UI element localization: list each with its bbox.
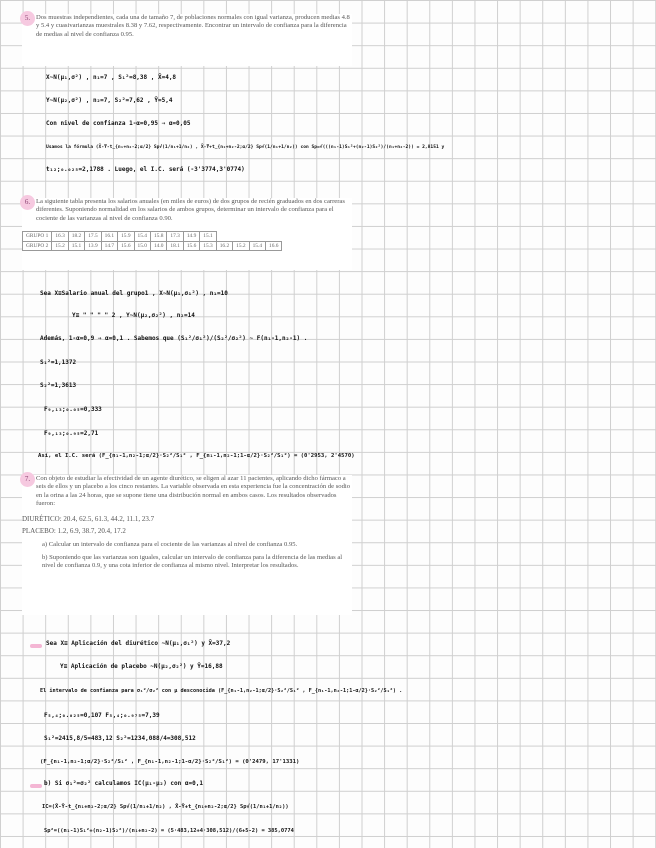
p5-line-3: Con nivel de confianza 1-α=0,95 ⇒ α=0,05 xyxy=(46,120,191,127)
problem-6-text: La siguiente tabla presenta los salarios anuales (en miles de euros) de dos grupos de recién graduados en dos carreras diferentes. Suponiendo normalidad en los salarios de ambos grupos, determinar un intervalo de confianza para el cociente de las varianzas al nivel de confianza 0.90. xyxy=(36,198,345,222)
problem-5-statement xyxy=(22,14,352,66)
table-cell: 14.7 xyxy=(101,241,117,250)
p6-line-3: Además, 1-α=0,9 ⇒ α=0,1 . Sabemos que (S₁²/σ₁²)/(S₂²/σ₂²) ~ F(n₁-1,n₂-1) . xyxy=(40,335,308,342)
problem-5-text: Dos muestras independientes, cada una de tamaño 7, de poblaciones normales con igual varianza, producen medias 4.8 y 5.4 y cuasivarianzas muestrales 8.38 y 7.62, respectivamente. Encontrar un intervalo de confianza para la diferencia de medias al nivel de confianza 0.95. xyxy=(36,14,350,38)
table-row xyxy=(23,232,282,241)
p7-line-6: (F_{n₁-1,n₂-1;α/2}·S₂²/S₁² , F_{n₁-1,n₂-1;1-α/2}·S₂²/S₁²) = (0'2479, 17'1331) xyxy=(40,759,300,765)
table-cell: 16.1 xyxy=(101,232,117,241)
highlight-mark xyxy=(30,644,42,648)
p7-line-4: F₅,₄;₀.₀₂₅=0,107 F₅,₄;₀.₉₇₅=7,39 xyxy=(44,712,160,719)
table-cell: 15.6 xyxy=(118,241,134,250)
table-cell: 17.5 xyxy=(85,232,101,241)
placebo-values: PLACEBO: 1.2, 6.9, 38.7, 20.4, 17.2 xyxy=(22,527,126,536)
table-cell: 15.2 xyxy=(52,241,68,250)
table-cell: 15.4 xyxy=(249,241,265,250)
p5-line-1: X~N(μ₁,σ²) , n₁=7 , S₁²=8,38 , X̄=4,8 xyxy=(46,74,177,81)
table-cell: 16.6 xyxy=(266,241,282,250)
table-cell: 15.2 xyxy=(233,241,249,250)
item-b: b) Suponiendo que las varianzas son iguales, calcular un intervalo de confianza para la diferencia de las medias al nivel de confianza 0.9, y una cota inferior de confianza al mismo nivel. Interpretar los resultados. xyxy=(42,553,343,570)
table-cell: 16.3 xyxy=(52,232,68,241)
problem-7-statement xyxy=(22,475,352,615)
table-row xyxy=(23,241,282,250)
table-cell: 18.1 xyxy=(167,241,183,250)
item-a: a) Calcular un intervalo de confianza para el cociente de las varianzas al nivel de confianza 0.95. xyxy=(42,541,298,549)
p7-line-7: b) Si σ₁²=σ₂² calculamos IC(μ₁-μ₂) con α=0,1 xyxy=(44,780,203,787)
p6-line-6: F₉,₁₃;₀.₀₅=0,333 xyxy=(44,406,102,413)
p7-line-5: S₁²=2415,8/5=483,12 S₂²=1234,088/4=308,512 xyxy=(44,735,196,742)
table-cell: 15.9 xyxy=(118,232,134,241)
table-cell: 17.3 xyxy=(167,232,183,241)
table-cell: 13.9 xyxy=(85,241,101,250)
p6-line-2: Y≡ " " " " 2 , Y~N(μ₂,σ₂²) , n₂=14 xyxy=(72,312,195,319)
problem-7-number: 7. xyxy=(20,472,35,487)
p6-line-8: Así, el I.C. será (F_{n₁-1,n₂-1;α/2}·S₂²/S₁² , F_{n₁-1,n₂-1;1-α/2}·S₂²/S₁²) = (0'2953, 2'4570) xyxy=(38,453,355,459)
table-cell: 18.2 xyxy=(68,232,84,241)
table-cell: 15.1 xyxy=(68,241,84,250)
problem-7-text: Con objeto de estudiar la efectividad de un agente diurético, se eligen al azar 11 pacientes, aplicando dicho fármaco a seis de ellos y un placebo a los cinco restantes. La variable observada en esta experiencia fue la concentración de sodio en la orina a las 24 horas, que se supone tiene una distribución normal en ambos casos. Los resultados observados fueron: xyxy=(36,475,350,508)
diuretico-values: DIURÉTICO: 20.4, 62.5, 61.3, 44.2, 11.1, 23.7 xyxy=(22,514,155,523)
problem-6-statement xyxy=(22,198,352,270)
table-cell: 14.9 xyxy=(183,232,199,241)
p7-line-9: Sp²=((n₁-1)S₁²+(n₂-1)S₂²)/(n₁+n₂-2) = (5·483,12+4·308,512)/(6+5-2) = 385,0774 xyxy=(44,828,294,834)
table-cell: 15.3 xyxy=(200,241,216,250)
highlight-mark xyxy=(30,784,42,788)
problem-6-number: 6. xyxy=(20,195,35,210)
table-cell: 15.0 xyxy=(134,241,150,250)
problem-5-number: 5. xyxy=(20,11,35,26)
table-cell: 15.6 xyxy=(183,241,199,250)
p5-line-5: t₁₂;₀.₀₂₅=2,1788 . Luego, el I.C. será (-3'3774,3'0774) xyxy=(46,166,245,173)
p6-line-4: S₁²=1,1372 xyxy=(40,359,77,366)
table-cell: 15.8 xyxy=(150,232,166,241)
p5-line-4: Usamos la fórmula (X̄-Ȳ-t_{n₁+n₂-2;α/2} Sp√(1/n₁+1/n₂) , X̄-Ȳ+t_{n₁+n₂-2;α/2} Sp√(1/n₁+1/n₂)) con Sp=√(((n₁-1)S₁²+(n₂-1)S₂²)/(n₁+n₂-2)) = 2,8151 y xyxy=(46,145,445,150)
p7-line-8: IC=(X̄-Ȳ-t_{n₁+n₂-2;α/2} Sp√(1/n₁+1/n₂) , X̄-Ȳ+t_{n₁+n₂-2;α/2} Sp√(1/n₁+1/n₂)) xyxy=(42,804,289,810)
table-cell: 14.0 xyxy=(150,241,166,250)
table-cell: 15.4 xyxy=(134,232,150,241)
table-cell: 16.2 xyxy=(216,241,232,250)
p6-line-1: Sea X≡Salario anual del grupo1 , X~N(μ₁,σ₁²) , n₁=10 xyxy=(40,290,228,297)
p6-line-5: S₂²=1,3613 xyxy=(40,382,77,389)
table-cell: 15.1 xyxy=(200,232,216,241)
salary-table xyxy=(22,231,282,251)
p7-line-2: Y≡ Aplicación de placebo ~N(μ₂,σ₂²) y Ȳ=16,88 xyxy=(60,663,223,670)
p6-line-7: F₉,₁₃;₀.₉₅=2,71 xyxy=(44,430,99,437)
p7-line-3: El intervalo de confianza para σ₁²/σ₂² con μ desconocida (F_{n₁-1,n₂-1;α/2}·S₂²/S₁² , F_{n₁-1,n₂-1;1-α/2}·S₂²/S₁²) . xyxy=(40,688,403,694)
table-row-label: GRUPO 1 xyxy=(23,232,52,241)
table-row-label: GRUPO 2 xyxy=(23,241,52,250)
p7-line-1: Sea X≡ Aplicación del diurético ~N(μ₁,σ₁²) y X̄=37,2 xyxy=(46,640,231,647)
p5-line-2: Y~N(μ₂,σ²) , n₂=7, S₂²=7,62 , Ȳ=5,4 xyxy=(46,97,173,104)
